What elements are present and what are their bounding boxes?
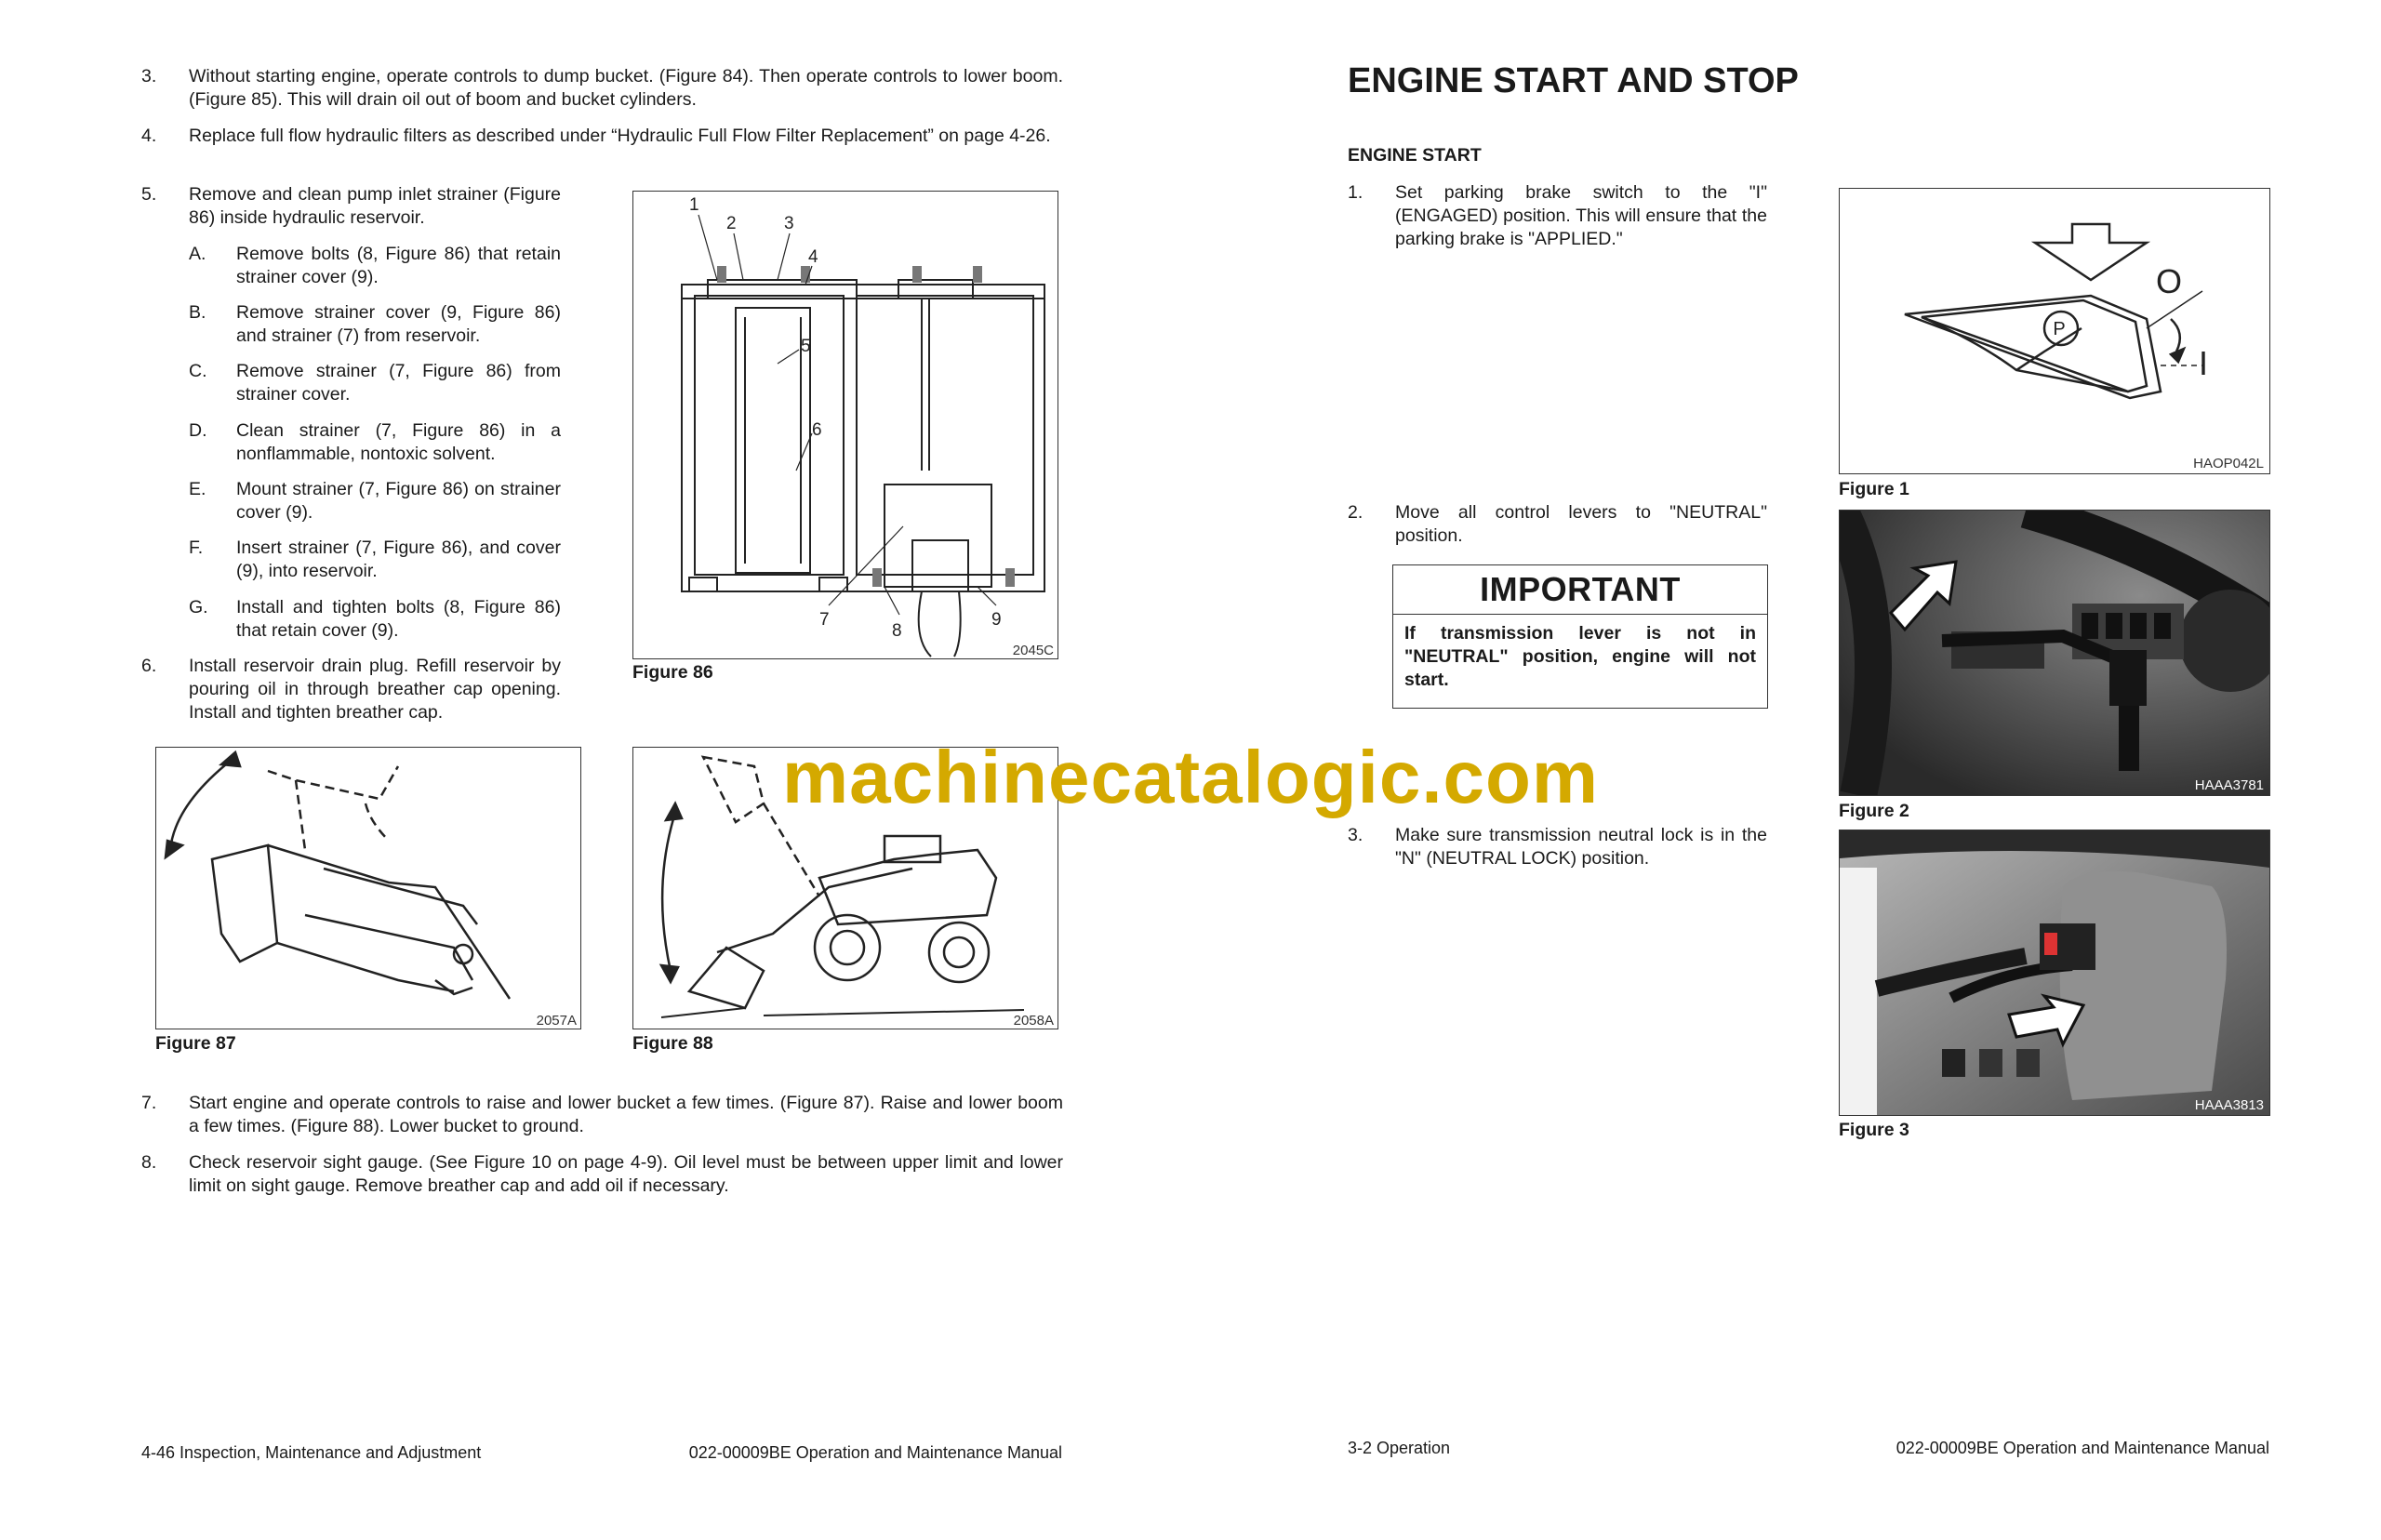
neutral-lock-photo	[1840, 830, 2269, 1115]
step-4	[141, 125, 1062, 173]
engine-step-1	[1348, 181, 1766, 254]
step-number: 5.	[141, 184, 157, 205]
callout-2: 2	[726, 214, 737, 233]
substep-a	[189, 243, 561, 291]
substep-letter: B.	[189, 302, 206, 323]
step-text: Set parking brake switch to the "I" (ENGAGED) position. This will ensure that the parking brake is "APPLIED."	[1395, 182, 1767, 249]
substep-text: Mount strainer (7, Figure 86) on strainer cover (9).	[236, 479, 561, 523]
right-footer-manual: 022-00009BE Operation and Maintenance Manual	[1895, 1439, 2269, 1457]
substep-text: Insert strainer (7, Figure 86), and cover (9), into reservoir.	[236, 538, 561, 581]
step-number: 1.	[1348, 182, 1363, 203]
section-subtitle: ENGINE START	[1348, 145, 1482, 166]
substep-letter: C.	[189, 361, 207, 381]
step-5	[141, 183, 560, 232]
figure-2-caption: Figure 2	[1839, 801, 1909, 821]
step-text: Move all control levers to "NEUTRAL" position.	[1395, 502, 1767, 546]
substep-f	[189, 537, 561, 585]
substep-letter: E.	[189, 479, 206, 499]
step-6	[141, 655, 560, 727]
right-footer-section: 3-2 Operation	[1348, 1439, 1451, 1457]
step-number: 3.	[1348, 825, 1363, 845]
step-7	[141, 1092, 1062, 1140]
step-text: Replace full flow hydraulic filters as described under “Hydraulic Full Flow Filter Replacement” on page 4-26.	[189, 126, 1051, 146]
step-text: Remove and clean pump inlet strainer (Figure 86) inside hydraulic reservoir.	[189, 184, 561, 228]
figure-3-caption: Figure 3	[1839, 1120, 1909, 1140]
engine-step-2	[1348, 501, 1766, 550]
substep-text: Remove bolts (8, Figure 86) that retain strainer cover (9).	[236, 244, 561, 287]
callout-4: 4	[808, 247, 818, 267]
important-heading: IMPORTANT	[1393, 565, 1767, 615]
figure-88-caption: Figure 88	[632, 1033, 713, 1054]
step-number: 4.	[141, 126, 157, 146]
label-o: O	[2156, 262, 2183, 300]
step-number: 7.	[141, 1093, 157, 1113]
callout-9: 9	[991, 610, 1002, 630]
step-text: Check reservoir sight gauge. (See Figure 10 on page 4-9). Oil level must be between upper limit and lower limit on sight gauge. Remove breather cap and add oil if necessary.	[189, 1152, 1063, 1196]
figure-1-caption: Figure 1	[1839, 479, 1909, 499]
substep-letter: G.	[189, 597, 208, 617]
callout-3: 3	[784, 214, 794, 233]
figure-87-caption: Figure 87	[155, 1033, 236, 1054]
important-message: If transmission lever is not in "NEUTRAL" position, engine will not start.	[1404, 623, 1756, 690]
callout-7: 7	[819, 610, 830, 630]
left-footer-section: 4-46 Inspection, Maintenance and Adjustment	[141, 1443, 482, 1462]
substep-text: Clean strainer (7, Figure 86) in a nonflammable, nontoxic solvent.	[236, 420, 561, 464]
substep-letter: A.	[189, 244, 206, 264]
important-notice	[1392, 564, 1768, 709]
substep-e	[189, 478, 561, 526]
watermark: machinecatalogic.com	[781, 736, 1600, 818]
step-text: Without starting engine, operate controls to dump bucket. (Figure 84). Then operate controls to lower boom. (Figure 85). This will drain oil out of boom and bucket cylinders.	[189, 66, 1063, 110]
substep-letter: F.	[189, 538, 204, 558]
substep-g	[189, 596, 561, 644]
figure-code: 2045C	[1012, 643, 1054, 658]
step-number: 2.	[1348, 502, 1363, 523]
figure-86-image	[632, 191, 1058, 659]
step-text: Start engine and operate controls to raise and lower bucket a few times. (Figure 87). Raise and lower boom a few times. (Figure 88). Lower bucket to ground.	[189, 1093, 1063, 1136]
figure-86-caption: Figure 86	[632, 662, 713, 683]
figure-code: HAAA3813	[2194, 1097, 2264, 1113]
substep-letter: D.	[189, 420, 207, 441]
step-number: 3.	[141, 66, 157, 86]
figure-3-image	[1839, 830, 2270, 1116]
substep-text: Install and tighten bolts (8, Figure 86) that retain cover (9).	[236, 597, 561, 641]
engine-step-3	[1348, 824, 1766, 872]
substep-text: Remove strainer cover (9, Figure 86) and strainer (7) from reservoir.	[236, 302, 561, 346]
step-text: Make sure transmission neutral lock is in the "N" (NEUTRAL LOCK) position.	[1395, 825, 1767, 869]
substep-c	[189, 360, 561, 408]
substep-b	[189, 301, 561, 350]
figure-code: HAOP042L	[2193, 456, 2264, 471]
step-number: 8.	[141, 1152, 157, 1173]
figure-1-image	[1839, 188, 2270, 474]
hydraulic-reservoir-diagram	[633, 192, 1057, 658]
substep-d	[189, 419, 561, 468]
switch-symbol: P	[2053, 319, 2066, 339]
callout-5: 5	[801, 337, 811, 356]
step-8	[141, 1151, 1062, 1200]
step-text: Install reservoir drain plug. Refill reservoir by pouring oil in through breather cap opening. Install and tighten breather cap.	[189, 656, 561, 723]
figure-code: HAAA3781	[2194, 777, 2264, 793]
step-3	[141, 65, 1062, 113]
parking-brake-switch-illustration	[1840, 189, 2269, 473]
substep-text: Remove strainer (7, Figure 86) from strainer cover.	[236, 361, 561, 405]
page-title: ENGINE START AND STOP	[1348, 61, 1799, 100]
figure-code: 2058A	[1013, 1013, 1054, 1029]
figure-code: 2057A	[536, 1013, 577, 1029]
callout-8: 8	[892, 621, 902, 641]
label-i: I	[2199, 344, 2209, 382]
callout-6: 6	[812, 420, 822, 440]
callout-1: 1	[689, 195, 699, 215]
step-number: 6.	[141, 656, 157, 676]
left-footer-manual: 022-00009BE Operation and Maintenance Manual	[688, 1443, 1062, 1462]
